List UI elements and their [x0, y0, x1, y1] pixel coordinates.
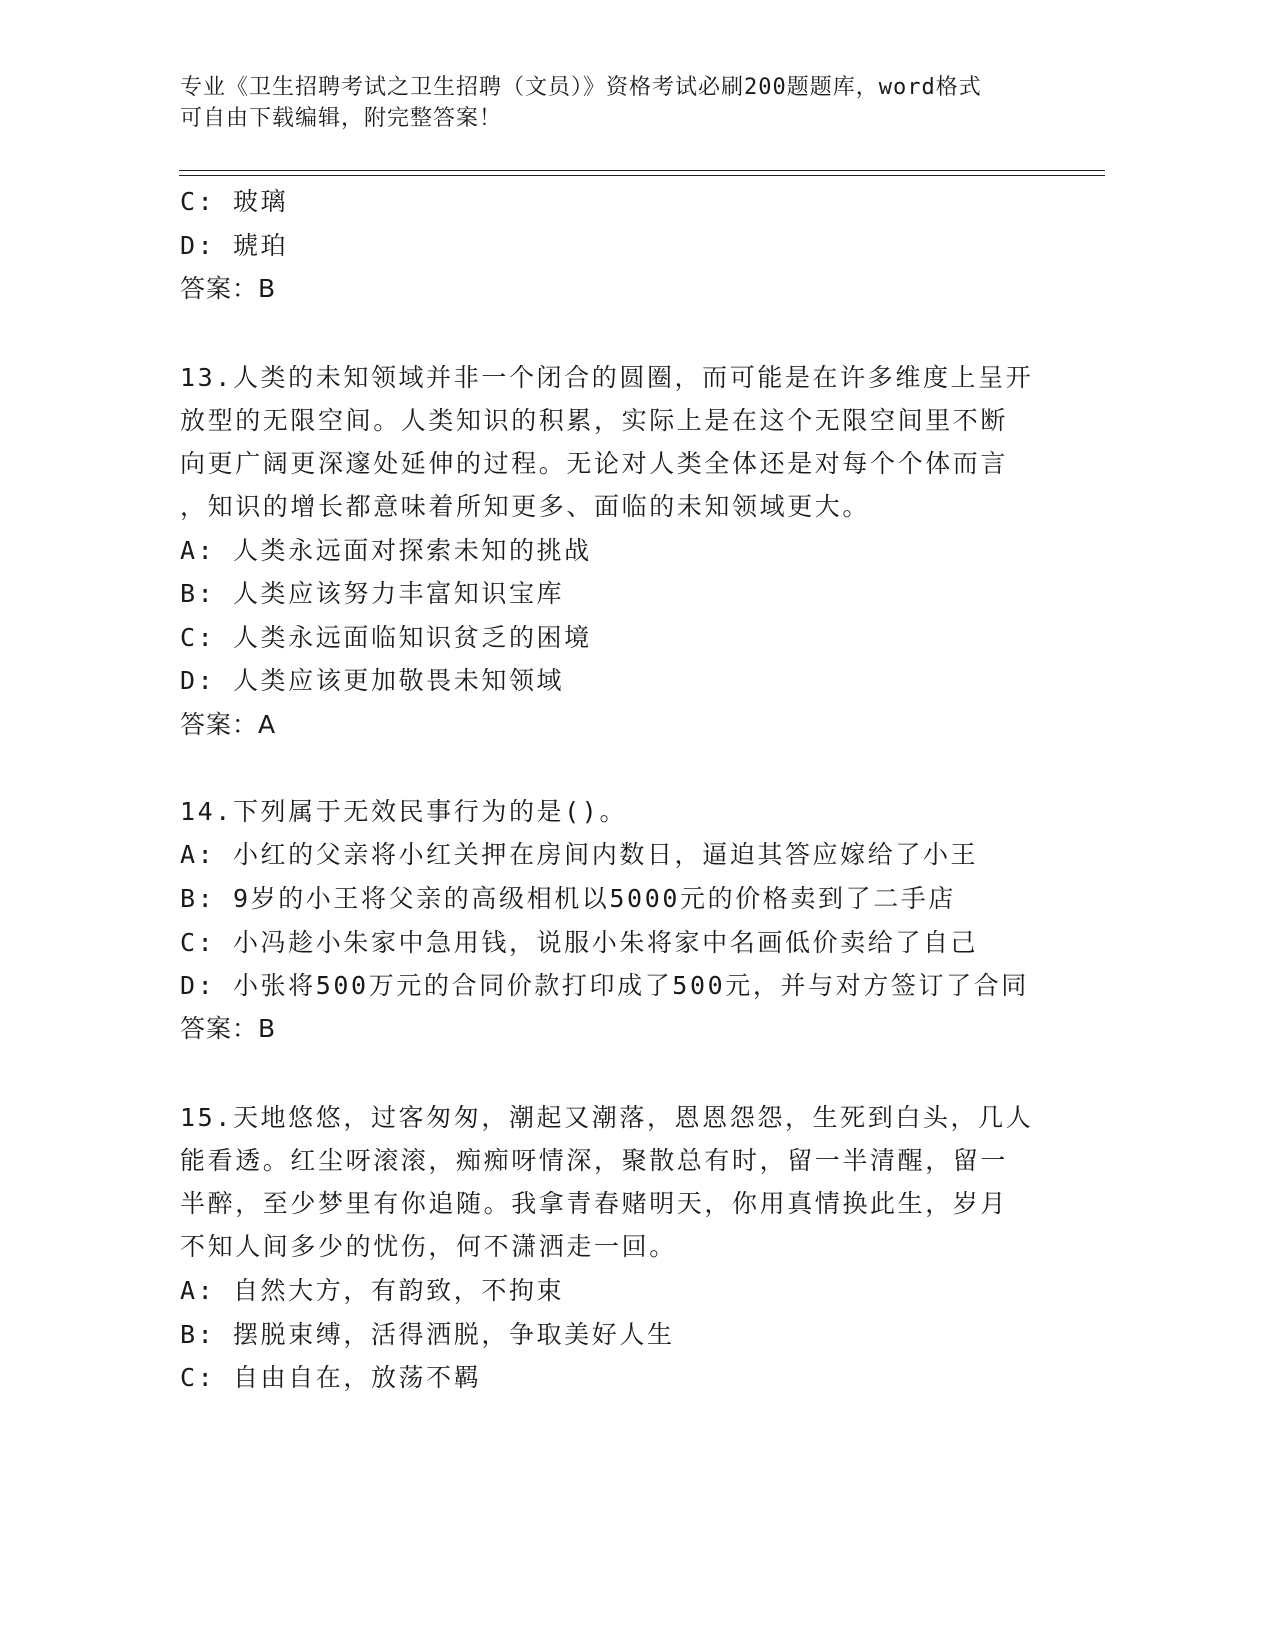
q15-stem-line-3: 半醉，至少梦里有你追随。我拿青春赌明天，你用真情换此生，岁月: [180, 1189, 1009, 1218]
q14-stem: 14.下列属于无效民事行为的是()。: [180, 797, 628, 826]
q14-answer: 答案：B: [180, 1014, 277, 1043]
header-divider-top: [179, 170, 1105, 171]
q13-stem-line-1: 13.人类的未知领域并非一个闭合的圆圈，而可能是在许多维度上呈开: [180, 363, 1034, 392]
q14-option-c: C: 小冯趁小朱家中急用钱，说服小朱将家中名画低价卖给了自己: [180, 928, 979, 957]
q12-answer: 答案：B: [180, 274, 277, 303]
q13-stem-line-3: 向更广阔更深邃处延伸的过程。无论对人类全体还是对每个个体而言: [180, 449, 1009, 478]
q14-option-d: D: 小张将500万元的合同价款打印成了500元，并与对方签订了合同: [180, 971, 1029, 1000]
q15-option-c: C: 自由自在，放荡不羁: [180, 1363, 482, 1392]
q14-option-a: A: 小红的父亲将小红关押在房间内数日，逼迫其答应嫁给了小王: [180, 840, 979, 869]
q15-option-b: B: 摆脱束缚，活得洒脱，争取美好人生: [180, 1320, 675, 1349]
q12-option-d: D: 琥珀: [180, 231, 289, 260]
q13-option-c: C: 人类永远面临知识贫乏的困境: [180, 623, 592, 652]
q15-stem-line-1: 15.天地悠悠，过客匆匆，潮起又潮落，恩恩怨怨，生死到白头，几人: [180, 1103, 1034, 1132]
q15-stem-line-2: 能看透。红尘呀滚滚，痴痴呀情深，聚散总有时，留一半清醒，留一: [180, 1146, 1009, 1175]
q13-option-a: A: 人类永远面对探索未知的挑战: [180, 536, 592, 565]
q14-option-b: B: 9岁的小王将父亲的高级相机以5000元的价格卖到了二手店: [180, 884, 957, 913]
q13-stem-line-2: 放型的无限空间。人类知识的积累，实际上是在这个无限空间里不断: [180, 406, 1009, 435]
header-divider-bottom: [179, 175, 1105, 176]
document-header: [180, 72, 1080, 134]
q13-option-b: B: 人类应该努力丰富知识宝库: [180, 579, 565, 608]
header-title-line-2: 可自由下载编辑，附完整答案！: [180, 106, 503, 131]
q12-option-c: C: 玻璃: [180, 187, 289, 216]
q15-option-a: A: 自然大方，有韵致，不拘束: [180, 1276, 565, 1305]
q13-option-d: D: 人类应该更加敬畏未知领域: [180, 666, 565, 695]
q13-answer: 答案：A: [180, 710, 277, 739]
q13-stem-line-4: ，知识的增长都意味着所知更多、面临的未知领域更大。: [180, 492, 871, 521]
header-title-line-1: 专业《卫生招聘考试之卫生招聘（文员）》资格考试必刷200题题库，word格式: [180, 75, 982, 100]
q15-stem-line-4: 不知人间多少的忧伤，何不潇洒走一回。: [180, 1232, 677, 1261]
